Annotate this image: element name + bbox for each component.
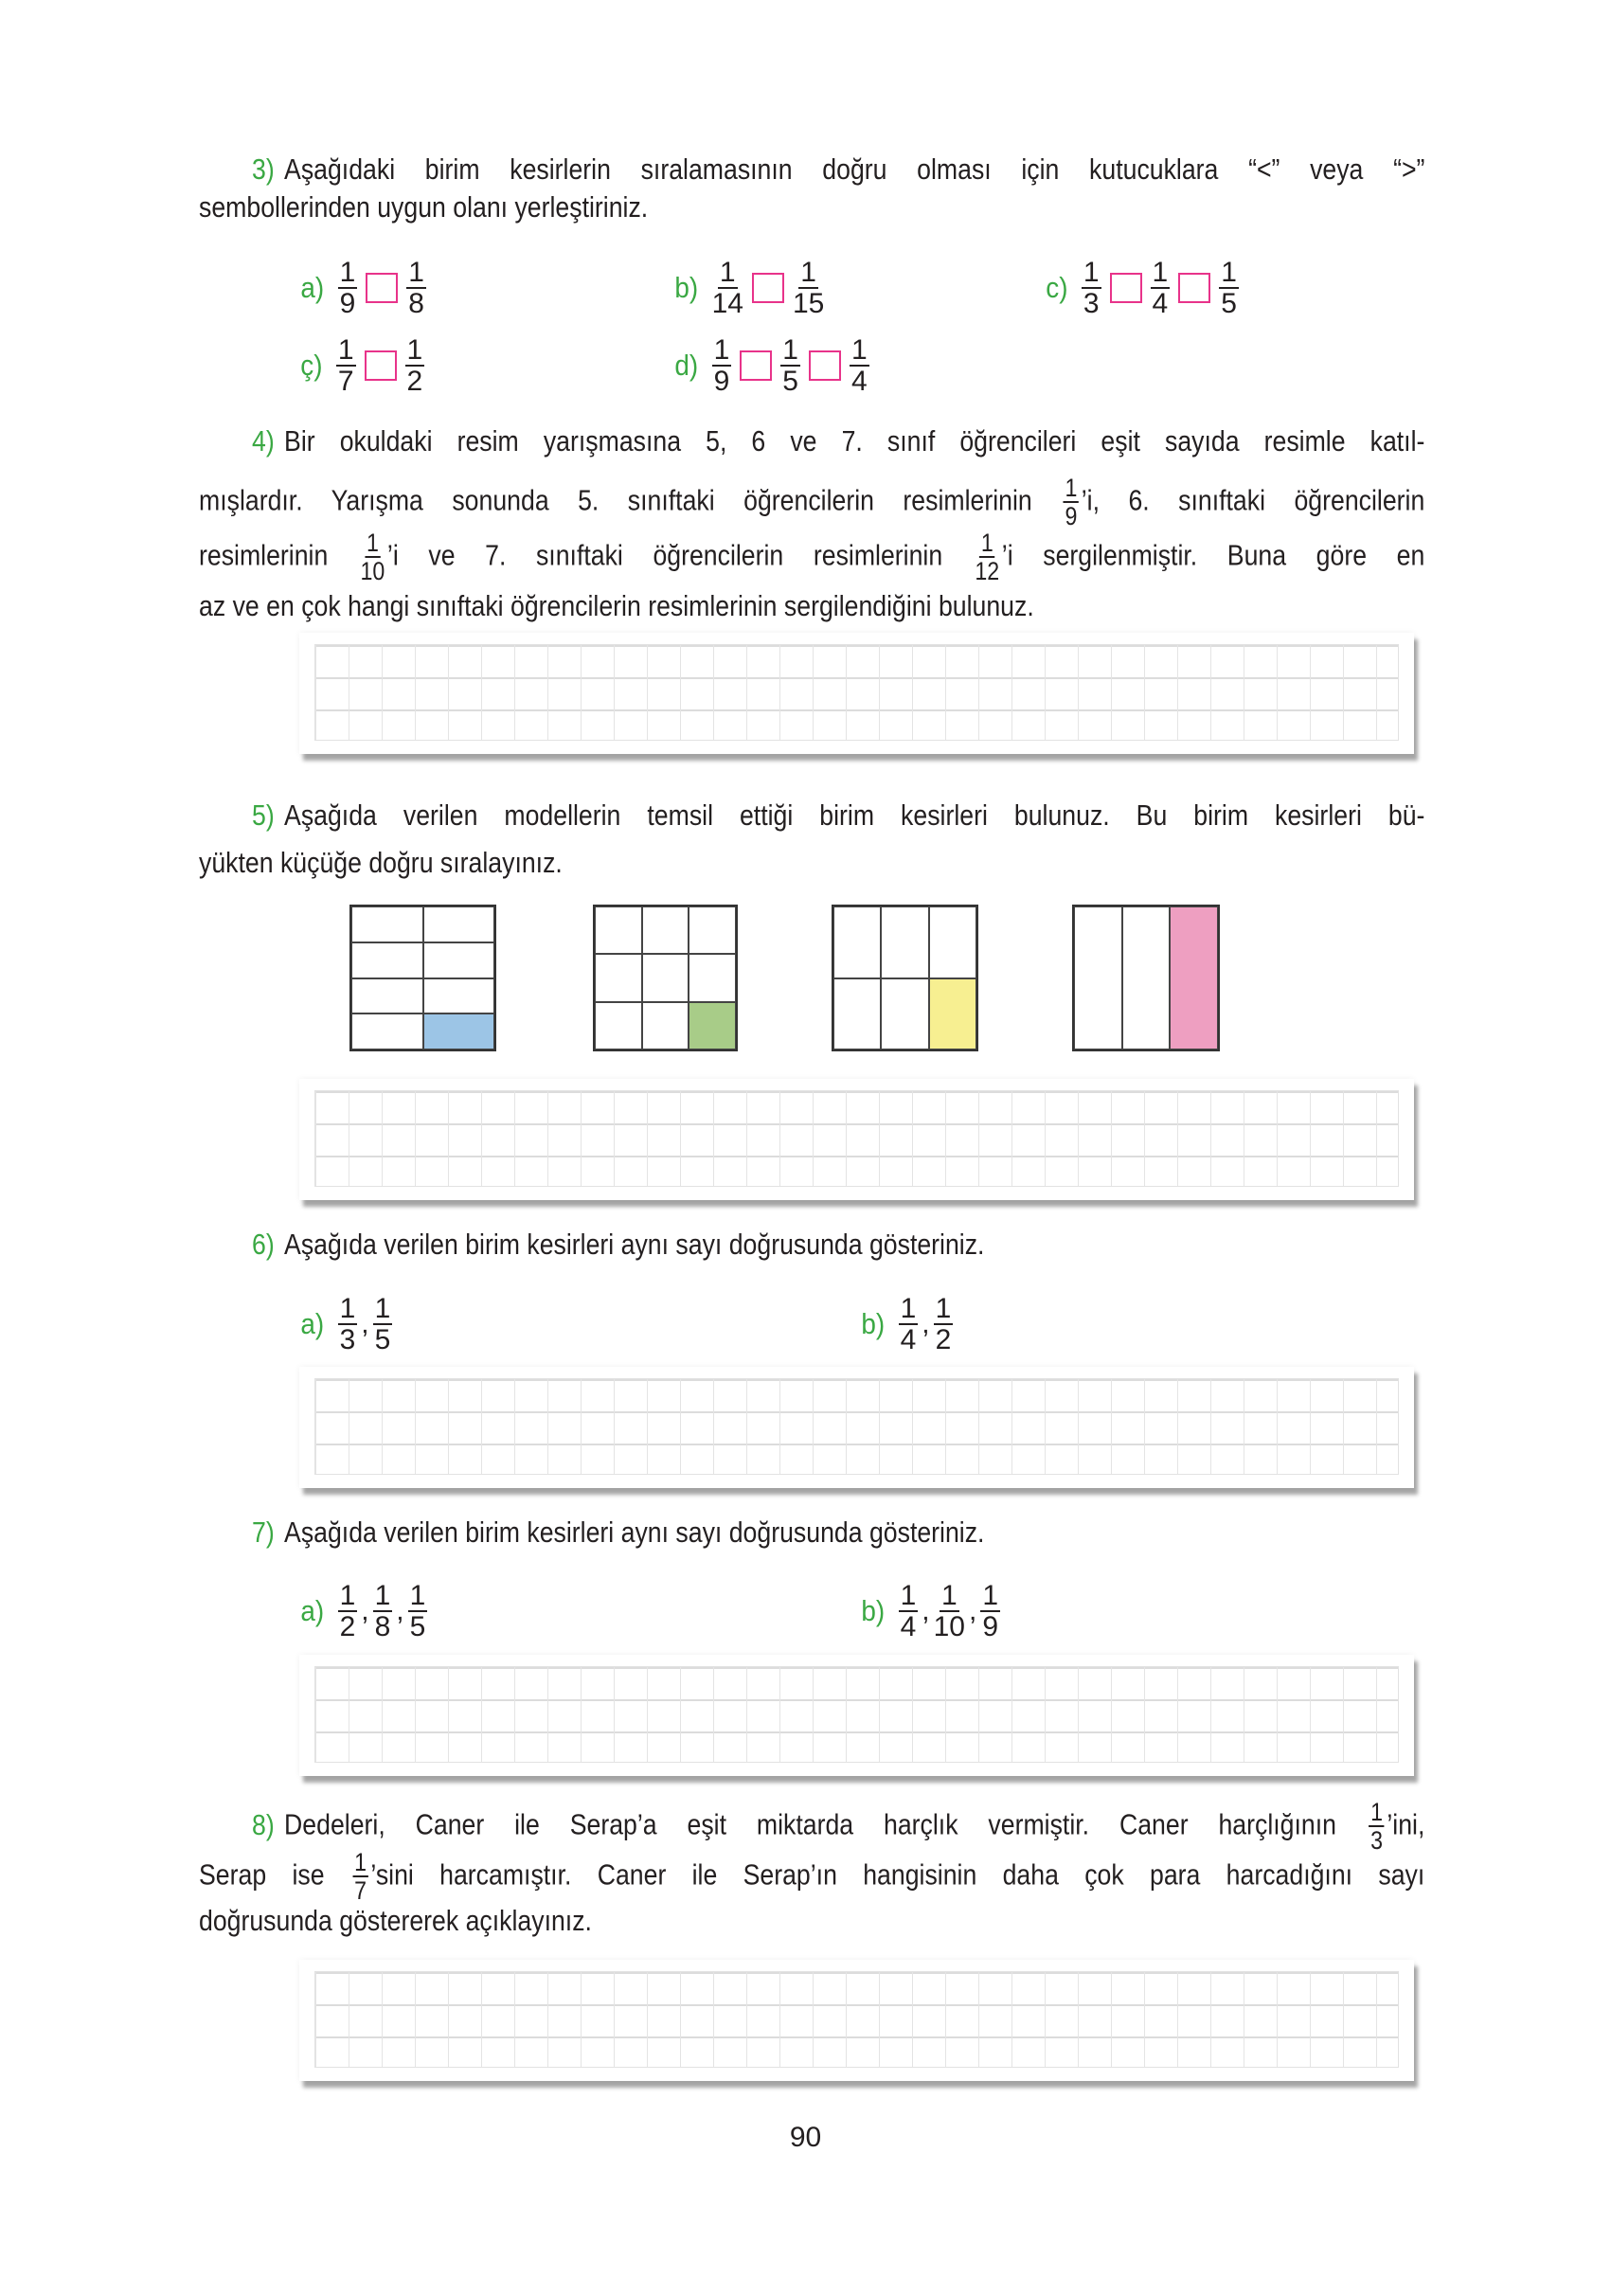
fraction xyxy=(711,256,743,319)
item-label: b) xyxy=(674,271,699,304)
q4-line-1 xyxy=(252,421,1424,462)
model-part xyxy=(1074,906,1122,1049)
q3-item-c xyxy=(1045,250,1242,326)
fraction xyxy=(1219,256,1239,319)
q4-text-3b: ’i ve 7. sınıftaki öğrencilerin resimlerinin xyxy=(386,538,943,572)
model-part xyxy=(881,906,928,978)
q6-text: Aşağıda verilen birim kesirleri aynı sayı doğrusunda gösteriniz. xyxy=(284,1228,985,1261)
item-label: b) xyxy=(861,1594,886,1627)
model-part xyxy=(833,906,881,978)
denominator: 8 xyxy=(408,287,424,319)
q3-text-2: sembollerinden uygun olanı yerleştiriniz. xyxy=(199,190,649,224)
fraction xyxy=(1082,256,1101,319)
inline-fraction xyxy=(352,1850,367,1904)
fraction xyxy=(933,1579,965,1642)
q3-text: Aşağıdaki birim kesirlerin sıralamasının doğru olması için kutucuklara “<” veya “>” xyxy=(284,152,1425,186)
numerator: 1 xyxy=(980,529,993,557)
model-part xyxy=(689,906,736,954)
q4-text-2a: mışlardır. Yarışma sonunda 5. sınıftaki öğrencilerin resimlerinin xyxy=(199,483,1032,517)
item-label: a) xyxy=(300,271,325,304)
answer-grid-q7[interactable] xyxy=(299,1655,1414,1776)
item-label: ç) xyxy=(300,349,323,382)
q5-text-2: yükten küçüğe doğru sıralayınız. xyxy=(199,846,563,879)
shaded-model-part xyxy=(423,1013,495,1049)
comma-separator: , xyxy=(922,1308,930,1339)
q3-line-2 xyxy=(199,187,1424,228)
model-part xyxy=(595,1002,642,1049)
numerator: 1 xyxy=(940,1579,958,1611)
numerator: 1 xyxy=(354,1848,367,1876)
denominator: 10 xyxy=(360,557,385,585)
q8-text-3: doğrusunda göstererek açıklayınız. xyxy=(199,1904,592,1937)
fraction xyxy=(406,256,426,319)
model-part xyxy=(929,906,976,978)
fraction xyxy=(408,1579,428,1642)
inline-fraction xyxy=(360,530,385,584)
q8-text-1b: ’ini, xyxy=(1387,1807,1425,1841)
fraction xyxy=(338,1292,358,1355)
comparison-answer-box[interactable] xyxy=(366,273,398,303)
denominator: 9 xyxy=(339,287,356,319)
fraction xyxy=(712,333,732,397)
model-part xyxy=(595,954,642,1001)
item-label: c) xyxy=(1046,271,1068,304)
q4-line-4 xyxy=(199,585,1424,627)
fraction xyxy=(780,333,800,397)
model-part xyxy=(423,978,495,1014)
fraction xyxy=(899,1292,919,1355)
q8-text-2a: Serap ise xyxy=(199,1857,325,1892)
q3-item-a xyxy=(299,250,429,326)
question-number: 6) xyxy=(252,1228,275,1261)
denominator: 15 xyxy=(792,287,825,319)
question-number: 8) xyxy=(252,1807,275,1841)
comparison-answer-box[interactable] xyxy=(365,350,397,381)
fraction xyxy=(338,256,358,319)
model-part xyxy=(833,978,881,1050)
denominator: 5 xyxy=(374,1323,391,1355)
model-part xyxy=(351,906,423,942)
q4-text-3c: ’i sergilenmiştir. Buna göre en xyxy=(1001,538,1425,572)
q3-item-d xyxy=(673,328,872,404)
model-part xyxy=(642,1002,689,1049)
denominator: 3 xyxy=(339,1323,356,1355)
numerator: 1 xyxy=(409,1579,426,1611)
q5-text-1: Aşağıda verilen modellerin temsil ettiği birim kesirleri bulunuz. Bu birim kesirleri bü- xyxy=(284,798,1425,832)
numerator: 1 xyxy=(850,333,868,366)
q6-line-1 xyxy=(252,1224,1424,1265)
numerator: 1 xyxy=(719,256,736,288)
q5-line-1 xyxy=(252,795,1424,836)
model-part xyxy=(689,954,736,1001)
denominator: 10 xyxy=(933,1610,965,1642)
comma-separator: , xyxy=(396,1595,404,1626)
numerator: 1 xyxy=(782,333,798,366)
numerator: 1 xyxy=(1221,256,1237,288)
answer-grid-q6[interactable] xyxy=(299,1367,1414,1488)
question-number: 3) xyxy=(252,152,275,186)
numerator: 1 xyxy=(713,333,730,366)
fraction xyxy=(373,1579,393,1642)
denominator: 4 xyxy=(900,1323,917,1355)
denominator: 4 xyxy=(850,365,868,397)
q8-line-2 xyxy=(199,1848,1425,1905)
numerator: 1 xyxy=(900,1292,917,1324)
fraction-model-3 xyxy=(832,905,978,1051)
q8-line-3 xyxy=(199,1900,1424,1942)
numerator: 1 xyxy=(900,1579,917,1611)
q7-item-a xyxy=(299,1573,430,1649)
model-part xyxy=(642,954,689,1001)
q4-line-3 xyxy=(199,529,1425,585)
fraction xyxy=(850,333,869,397)
q6-item-b xyxy=(860,1286,956,1362)
denominator: 4 xyxy=(1152,287,1169,319)
denominator: 2 xyxy=(339,1610,356,1642)
q4-text-2b: ’i, 6. sınıftaki öğrencilerin xyxy=(1081,483,1425,517)
model-part xyxy=(423,906,495,942)
model-part xyxy=(881,978,928,1050)
q7-text: Aşağıda verilen birim kesirleri aynı sayı doğrusunda gösteriniz. xyxy=(284,1516,985,1549)
numerator: 1 xyxy=(339,1292,356,1324)
q8-text-2b: ’sini harcamıştır. Caner ile Serap’ın hangisinin daha çok para harcadığını sayı xyxy=(370,1857,1425,1892)
question-number: 7) xyxy=(252,1516,275,1549)
page-number: 90 xyxy=(789,2122,822,2153)
denominator: 8 xyxy=(374,1610,391,1642)
answer-grid-q5[interactable] xyxy=(299,1079,1414,1200)
shaded-model-part xyxy=(1170,906,1218,1049)
numerator: 1 xyxy=(374,1292,391,1324)
fraction xyxy=(373,1292,393,1355)
comparison-answer-box[interactable] xyxy=(740,350,772,381)
denominator: 5 xyxy=(1221,287,1237,319)
denominator: 2 xyxy=(935,1323,952,1355)
numerator: 1 xyxy=(406,333,423,366)
denominator: 5 xyxy=(782,365,798,397)
denominator: 9 xyxy=(982,1610,999,1642)
item-label: a) xyxy=(300,1307,325,1340)
fraction xyxy=(934,1292,954,1355)
model-part xyxy=(351,942,423,978)
denominator: 9 xyxy=(1065,502,1078,530)
numerator: 1 xyxy=(982,1579,999,1611)
fraction xyxy=(792,256,825,319)
q4-text-4: az ve en çok hangi sınıftaki öğrencilerin resimlerinin sergilendiğini bulunuz. xyxy=(199,589,1034,622)
comparison-answer-box[interactable] xyxy=(1178,273,1210,303)
numerator: 1 xyxy=(1083,256,1100,288)
q4-line-2 xyxy=(199,474,1425,530)
comparison-answer-box[interactable] xyxy=(752,273,784,303)
comparison-answer-box[interactable] xyxy=(1110,273,1142,303)
q5-line-2 xyxy=(199,842,1424,884)
fraction xyxy=(338,1579,358,1642)
denominator: 9 xyxy=(713,365,730,397)
question-number: 5) xyxy=(252,798,275,832)
numerator: 1 xyxy=(337,333,354,366)
denominator: 12 xyxy=(975,557,1000,585)
model-part xyxy=(351,1013,423,1049)
answer-grid-q4[interactable] xyxy=(299,633,1414,754)
question-number: 4) xyxy=(252,424,275,457)
model-part xyxy=(351,978,423,1014)
q4-text-1: Bir okuldaki resim yarışmasına 5, 6 ve 7. sınıf öğrencileri eşit sayıda resimle katıl- xyxy=(284,424,1425,457)
q3-line-1 xyxy=(252,149,1424,190)
fraction xyxy=(980,1579,1000,1642)
denominator: 4 xyxy=(900,1610,917,1642)
q8-text-1a: Dedeleri, Caner ile Serap’a eşit miktarda harçlık vermiştir. Caner harçlığının xyxy=(284,1807,1336,1841)
comma-separator: , xyxy=(361,1595,369,1626)
inline-fraction xyxy=(975,530,999,584)
item-label: a) xyxy=(300,1594,325,1627)
numerator: 1 xyxy=(1370,1798,1384,1826)
fraction xyxy=(899,1579,919,1642)
denominator: 14 xyxy=(711,287,743,319)
denominator: 3 xyxy=(1083,287,1100,319)
fraction-model-2 xyxy=(593,905,738,1051)
denominator: 7 xyxy=(337,365,354,397)
numerator: 1 xyxy=(339,256,356,288)
numerator: 1 xyxy=(408,256,424,288)
numerator: 1 xyxy=(1152,256,1169,288)
inline-fraction xyxy=(1369,1800,1384,1854)
fraction xyxy=(405,333,425,397)
fraction xyxy=(336,333,356,397)
inline-fraction xyxy=(1064,475,1079,529)
answer-grid-q8[interactable] xyxy=(299,1960,1414,2081)
denominator: 3 xyxy=(1370,1826,1384,1855)
numerator: 1 xyxy=(339,1579,356,1611)
numerator: 1 xyxy=(935,1292,952,1324)
comma-separator: , xyxy=(361,1308,369,1339)
model-part xyxy=(1122,906,1171,1049)
numerator: 1 xyxy=(1065,474,1078,502)
q7-item-b xyxy=(860,1573,1003,1649)
q3-item-c-cedilla xyxy=(299,328,427,404)
q8-line-1 xyxy=(252,1798,1425,1855)
fraction-model-1 xyxy=(349,905,496,1051)
denominator: 5 xyxy=(409,1610,426,1642)
numerator: 1 xyxy=(800,256,816,288)
shaded-model-part xyxy=(929,978,976,1050)
fraction-model-4 xyxy=(1072,905,1220,1051)
q4-text-3a: resimlerinin xyxy=(199,538,329,572)
comparison-answer-box[interactable] xyxy=(809,350,841,381)
shaded-model-part xyxy=(689,1002,736,1049)
item-label: b) xyxy=(861,1307,886,1340)
comma-separator: , xyxy=(968,1595,977,1626)
denominator: 2 xyxy=(406,365,423,397)
model-part xyxy=(595,906,642,954)
model-part xyxy=(642,906,689,954)
fraction xyxy=(1151,256,1171,319)
comma-separator: , xyxy=(922,1595,930,1626)
numerator: 1 xyxy=(366,529,379,557)
numerator: 1 xyxy=(374,1579,391,1611)
model-part xyxy=(423,942,495,978)
item-label: d) xyxy=(674,349,699,382)
denominator: 7 xyxy=(354,1876,367,1905)
q7-line-1 xyxy=(252,1512,1424,1553)
q3-item-b xyxy=(673,250,827,326)
q6-item-a xyxy=(299,1286,395,1362)
